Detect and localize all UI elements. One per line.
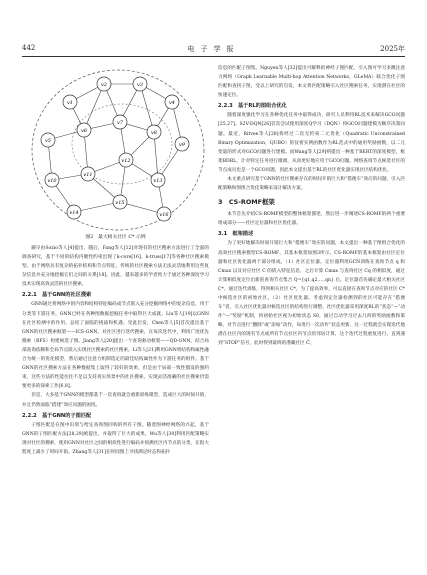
figure-graph — [22, 62, 209, 234]
graph-node-label: v14 — [69, 209, 79, 216]
paragraph: 本文重点研究基于GNN的社区搜索存在的时间开销巨大和“搭便车”效应的问题，引入匹配策略和图组合优化策略来设计解决方案。 — [218, 177, 405, 192]
paragraph: 蕨早由Sozio等人[4]提出，随后，Fang等人[12]对现有的社区搜索方法进行了全面的调查研究，基于不同的结构内聚性约束出现了k-core[16]、k-truss[17]等各种社区搜索模型。由于网络具有复杂的拓扑结构和节点特征，传统的社区搜索方法无法灵活地利用这些复杂信息并充分地挖掘它们之间的关系[18]。因此，越来越多的学者致力于通过各种深度学习技术实现高效灵活的社区搜索。 — [22, 246, 209, 288]
section-heading: 2.2.1 基于GNN的社区搜索 — [22, 292, 92, 299]
graph-node-label: v8 — [150, 129, 158, 136]
journal-year: 2025年 — [380, 45, 405, 53]
paragraph: 为了更好地解决时间开销巨大和“搭便车”效应的问题，本文提出一种基于图组合优化的高效社区搜索模型CS-ROMF，其基本框架如图3所示。CS-ROMF的基本框架由社区定位器和社区优化器两个部分组成。（1）社区定位器。定位器利用GCN训练在查询节点 q 和 Cmax 以及对应社区 C 的嵌入特征信息，之后计算 Cmax 与查询社区 Cq 的相似度，通过计算相似度定位出新的查询节点集合 Q={q1,q2,…,qn} 后，定位器首先确定最大相关社区 C*，通过迭代训练，得到相关社区 C*，为了提高效率，可以直接在查询节点对应的社区 C* 中候选社区的初始社区。（2）社区优化器。考虑到定位器检测到的社区可能存在“搭便车”者，引入社区优化器对候选社区的结构进行调整。社区优化器采用深度RL的“状态”—“动作”—“奖励”机制，将初始社区视为初始状态 S0，通过自动学习过去几何的奖励函数和策略，对节点进行“删除”或“添加”动作，每进行一次动作“状态更新，这一过程就会实现迭代地潜在社区内的现有节点或所有节点社区内节点的邻居计算，这个迭代过程重复进行，直到遇到“STOP”信号，此时得到最终的潜藏社区 Ĉ。 — [218, 241, 405, 347]
graph-node-label: v10 — [47, 177, 57, 184]
section-heading: 2.2.3 基于RL的图组合优化 — [218, 103, 287, 110]
graph-node-label: v3 — [136, 81, 144, 88]
paragraph: 随着深度强化学习在各种优化任务中取得成功，研究人员利用RL技术来解决GCO问题[25,27]。S2V-DQN[26]首次尝试使用深度Q学习（DQN）将GCO问题建模为顺序决策问题。最近，Ritvee等人[28]将经过二次无约束二元优化（Quadratic Unconstrained Binary Optimization，QUBO）的仪密实例函数作为RL范式中的通用奖励函数，以二元变量的形式对GCO问题进行建模。而Wang等人[29]则提出一种基于BERT的深度模型，框架BDRL，计对特定任务进行微调，从而更好地应用于GCO问题。网络查询节点候选社区的节点成员也是一个GCO问题，因此本文提出基于RL的社区优化器实现社区结构优化。 — [218, 113, 405, 173]
graph-node-label: v13 — [153, 177, 163, 184]
community-graph-svg — [22, 62, 209, 234]
paragraph: 信息的匹配子图集。Nguyen等人[32]提出可解释的神经子图匹配，引入图可学习多跳注意力网络（Graph Learnable Multi-hop Attention Networks，GLeMA）联合优化子图匹配和查找子图，受以上研究的启发，本文将匹配策略引入社区搜索任务，实现潜在社区的快速定位。 — [218, 66, 405, 99]
right-column — [218, 64, 405, 349]
left-column — [22, 62, 209, 457]
graph-edge — [140, 84, 154, 132]
paragraph: GNN通过将网络中的内容和结构特征编码成节点嵌入充分挖掘网络中的复杂信息，用于分类等下游任务。GNN已经在各种图数据挖掘任务中取得巨大成就。Liu等人[19]以GNN在社区检测中的作用，总结了面临的挑战和机遇。受此启发，Chen等人[5]首次提出基于GNN的社区搜索框架——ICS-GNN，对社区进行迭代搜索，在每次迭代中，利用广度优先搜索（BFS）构建候选子图。Jiang等人[20]提出一个查询驱动框架——QD-GNN，结合局部查询依赖和全局节点嵌入实现社区搜索的社区搜索。Li等人[21]利用GNN将结构和属性融合为统一的优化模型，然后通过注意力机制选定的最佳结构属性作为下游任务的组件。基于GNN的社区搜索方法在各种数据集上取得了较好的效果，但是由于局部一致性假设的强约束，这些方法的性能往往不足以支持真实场景中的社区搜索。实现灵活准确的社区搜索仍需要更多的探索工作[6,8]。 — [22, 302, 209, 390]
graph-node-label: v16 — [159, 211, 169, 218]
section-heading-major: 3 CS-ROMF框架 — [218, 198, 275, 207]
graph-node-label: v4 — [168, 99, 176, 106]
graph-node-label: v6 — [80, 127, 88, 134]
journal-title: 电子学报 — [187, 45, 240, 53]
graph-node-label: v15 — [115, 199, 125, 206]
section-heading: 3.1 框架描述 — [218, 231, 254, 238]
paragraph: 但是，大多基于GNN的模型都基于一次查询就会重新训练模型，造成巨大的时间开销，并且仍然面临“搭建”效应问题的困扰。 — [22, 393, 209, 408]
page-number: 442 — [22, 44, 36, 52]
graph-edge — [84, 84, 104, 130]
graph-node-label: v5 — [44, 137, 52, 144]
graph-node-label: v11 — [83, 171, 93, 178]
page-header — [22, 44, 405, 56]
figure-caption: 图2 最大相关社区 C* 示例 — [85, 235, 146, 240]
graph-node-label: v2 — [100, 81, 108, 88]
section-heading: 2.2.2 基于GNN的子图匹配 — [22, 412, 92, 419]
paragraph: 子图匹配是在图中识别与给定查询图同构的所有子图。随着图神经网络的兴起，基于GNN的子图匹配方法[28,29]被提出，并取得了巨大的成果。Wu等人[30]利用匹配策略实现对社区的搜索，使用GNN对社区之间的相似性进行编码并预测社区内节点的分类，在很大程度上减少了时间开销。Zhang等人[31]在时间图上寻找满足时态和拓扑 — [22, 422, 209, 455]
graph-node-label: v7 — [116, 119, 124, 126]
graph-node-label: v9 — [178, 141, 186, 148]
header-rule — [22, 56, 405, 57]
graph-node-label: v1 — [66, 99, 74, 106]
paragraph: 本节首先介绍CS-ROMF模型的整体框架描述，然后进一步阐述CS-ROMF的两个重要组成部分——社区定位器和社区优化器。 — [218, 212, 405, 227]
graph-node-label: v12 — [121, 157, 131, 164]
